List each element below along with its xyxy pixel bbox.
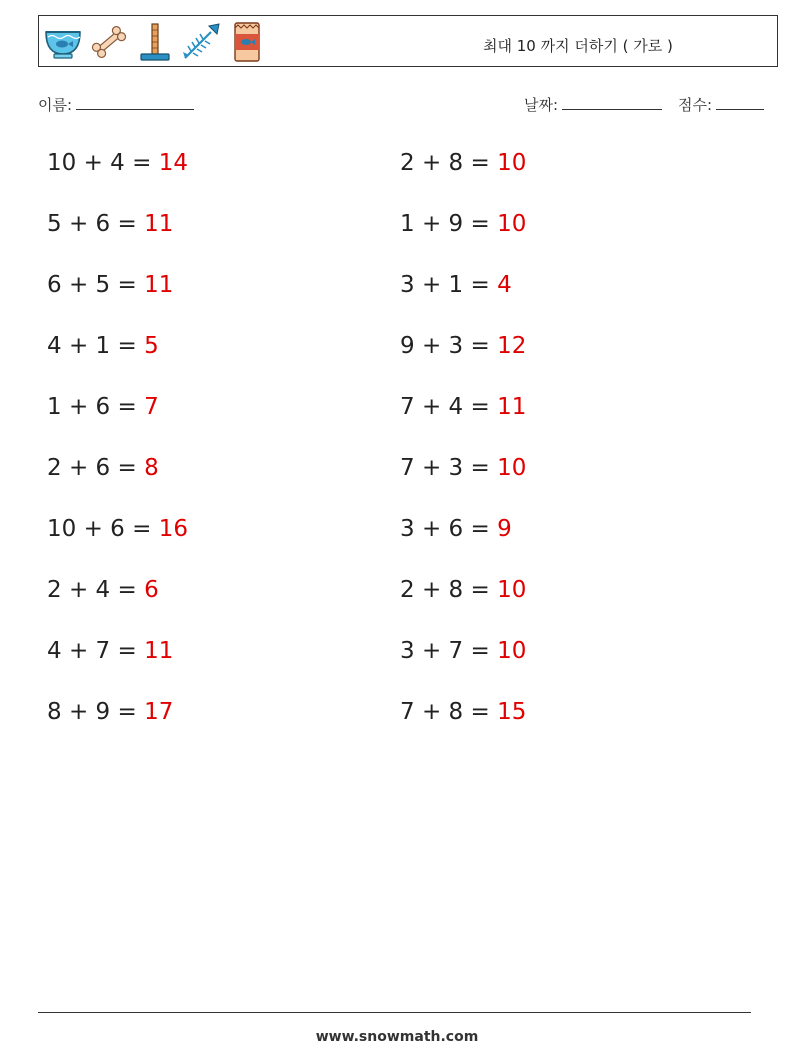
- problem-expression: 3 + 6 =: [400, 516, 498, 542]
- problem-right-4: [400, 332, 526, 360]
- date-label: 날짜:: [524, 96, 559, 114]
- problem-answer: 14: [158, 150, 188, 176]
- problem-expression: 9 + 3 =: [400, 333, 498, 359]
- problem-expression: 2 + 4 =: [47, 577, 145, 603]
- bone-icon: [89, 20, 129, 64]
- score-field: [678, 94, 764, 115]
- problem-right-1: [400, 149, 526, 177]
- footer-url: www.snowmath.com: [315, 1029, 479, 1045]
- problem-answer: 8: [144, 455, 159, 481]
- problem-left-9: [47, 637, 173, 665]
- date-field: [524, 94, 662, 115]
- problem-answer: 4: [497, 272, 512, 298]
- problem-answer: 10: [497, 211, 527, 237]
- cat-scratching-post-icon: [135, 20, 175, 64]
- problem-answer: 10: [497, 455, 527, 481]
- problem-expression: 4 + 7 =: [47, 638, 145, 664]
- problem-right-5: [400, 393, 526, 421]
- fish-skeleton-icon: [181, 20, 221, 64]
- problem-left-10: [47, 698, 173, 726]
- problem-expression: 6 + 5 =: [47, 272, 145, 298]
- problem-expression: 7 + 3 =: [400, 455, 498, 481]
- problem-expression: 7 + 4 =: [400, 394, 498, 420]
- problem-expression: 3 + 1 =: [400, 272, 498, 298]
- problem-expression: 1 + 6 =: [47, 394, 145, 420]
- problem-answer: 11: [144, 638, 174, 664]
- name-label: 이름:: [38, 96, 73, 114]
- problem-left-2: [47, 210, 173, 238]
- name-field: [38, 94, 194, 115]
- problem-right-10: [400, 698, 526, 726]
- problem-right-7: [400, 515, 512, 543]
- worksheet-title: 최대 10 까지 더하기 ( 가로 ): [483, 37, 673, 55]
- date-blank-line: [562, 95, 662, 110]
- problem-right-2: [400, 210, 526, 238]
- problem-answer: 11: [144, 272, 174, 298]
- problem-expression: 4 + 1 =: [47, 333, 145, 359]
- problem-left-6: [47, 454, 159, 482]
- problem-answer: 17: [144, 699, 174, 725]
- problem-left-8: [47, 576, 159, 604]
- problem-answer: 5: [144, 333, 159, 359]
- problem-expression: 2 + 8 =: [400, 577, 498, 603]
- problem-answer: 10: [497, 638, 527, 664]
- problem-left-5: [47, 393, 159, 421]
- problem-expression: 10 + 6 =: [47, 516, 159, 542]
- fishbowl-icon: [43, 20, 83, 64]
- problem-answer: 16: [158, 516, 188, 542]
- problem-left-1: [47, 149, 188, 177]
- problem-answer: 10: [497, 577, 527, 603]
- worksheet-header: [38, 15, 778, 67]
- problem-left-3: [47, 271, 173, 299]
- problem-expression: 3 + 7 =: [400, 638, 498, 664]
- problem-right-8: [400, 576, 526, 604]
- problem-expression: 2 + 8 =: [400, 150, 498, 176]
- name-blank-line: [76, 95, 194, 110]
- problem-answer: 15: [497, 699, 527, 725]
- header-icons: [43, 20, 267, 64]
- problem-answer: 7: [144, 394, 159, 420]
- problem-expression: 1 + 9 =: [400, 211, 498, 237]
- problem-expression: 5 + 6 =: [47, 211, 145, 237]
- problem-left-4: [47, 332, 159, 360]
- problem-expression: 10 + 4 =: [47, 150, 159, 176]
- cat-food-bag-icon: [227, 20, 267, 64]
- problem-right-9: [400, 637, 526, 665]
- problem-expression: 8 + 9 =: [47, 699, 145, 725]
- problem-right-3: [400, 271, 512, 299]
- problem-answer: 10: [497, 150, 527, 176]
- problem-right-6: [400, 454, 526, 482]
- problem-answer: 11: [497, 394, 527, 420]
- problem-answer: 12: [497, 333, 527, 359]
- problem-answer: 6: [144, 577, 159, 603]
- problem-expression: 2 + 6 =: [47, 455, 145, 481]
- problem-left-7: [47, 515, 188, 543]
- score-label: 점수:: [678, 96, 713, 114]
- problem-answer: 11: [144, 211, 174, 237]
- score-blank-line: [716, 95, 764, 110]
- problem-answer: 9: [497, 516, 512, 542]
- footer-divider: [38, 1012, 751, 1013]
- problem-expression: 7 + 8 =: [400, 699, 498, 725]
